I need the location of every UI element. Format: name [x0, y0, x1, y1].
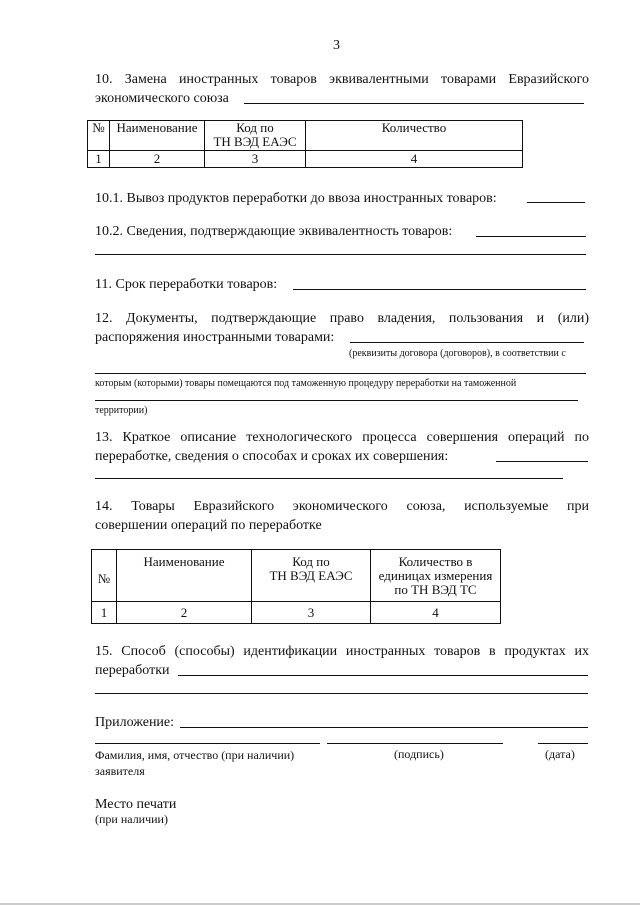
s10-th-num: № — [88, 121, 110, 151]
s14-th-code-l1: Код по — [292, 554, 330, 569]
page-number: 3 — [333, 38, 340, 53]
s14-table — [91, 549, 501, 624]
s10-th-code-l2: ТН ВЭД ЕАЭС — [213, 134, 297, 149]
s14-cell-3: 3 — [252, 602, 371, 624]
attachment-fill-line — [180, 727, 588, 728]
s13-line1: 13. Краткое описание технологического процесса совершения операций по — [95, 430, 589, 445]
s10-2-fill-line — [476, 236, 586, 237]
s14-th-num: № — [92, 550, 117, 602]
s14-cell-2: 2 — [117, 602, 252, 624]
s10-line1: 10. Замена иностранных товаров эквивалентными товарами Евразийского — [95, 72, 589, 87]
s14-line1: 14. Товары Евразийского экономического союза, используемые при — [95, 499, 589, 514]
s15-fill-line2 — [95, 693, 588, 694]
fio-caption: Фамилия, имя, отчество (при наличии) — [95, 748, 295, 762]
s15-fill-line — [178, 675, 588, 676]
s14-line2: совершении операций по переработке — [95, 518, 322, 533]
stamp-note: (при наличии) — [95, 812, 168, 826]
s12-note3: территории) — [95, 405, 148, 416]
sign-caption: (подпись) — [394, 747, 444, 761]
s10-1-fill-line — [527, 202, 585, 203]
s12-fill-line2 — [95, 373, 586, 374]
s15-line2: переработки — [95, 663, 170, 678]
s10-line2: экономического союза — [95, 91, 229, 106]
s10-th-code-l1: Код по — [236, 120, 274, 135]
s10-cell-2: 2 — [110, 151, 205, 168]
s10-2-text: 10.2. Сведения, подтверждающие эквивалентность товаров: — [95, 224, 453, 239]
s12-fill-line3 — [95, 400, 578, 401]
s13-fill-line — [496, 461, 588, 462]
s10-th-code — [205, 121, 306, 151]
s13-line2: переработке, сведения о способах и сроках их совершения: — [95, 449, 449, 464]
date-line — [538, 743, 588, 744]
s14-th-qty-l1: Количество в — [398, 554, 473, 569]
s13-fill-line2 — [95, 478, 563, 479]
s10-th-qty: Количество — [306, 121, 523, 151]
s11-text: 11. Срок переработки товаров: — [95, 277, 278, 292]
fio-caption-2: заявителя — [95, 764, 145, 778]
s10-th-name: Наименование — [110, 121, 205, 151]
s14-th-name: Наименование — [117, 550, 252, 602]
attachment-label: Приложение: — [95, 715, 175, 730]
s10-fill-line — [244, 103, 584, 104]
s12-note1: (реквизиты договора (договоров), в соответствии с — [349, 348, 566, 359]
stamp-label: Место печати — [95, 797, 177, 812]
date-caption: (дата) — [545, 747, 575, 761]
fio-line — [95, 743, 320, 744]
s12-line1: 12. Документы, подтверждающие право владения, пользования и (или) — [95, 311, 589, 326]
s12-line2: распоряжения иностранными товарами: — [95, 330, 335, 345]
s14-th-qty — [371, 550, 501, 602]
s14-cell-4: 4 — [371, 602, 501, 624]
s10-table — [87, 120, 523, 168]
s14-th-code-l2: ТН ВЭД ЕАЭС — [269, 568, 353, 583]
s15-line1: 15. Способ (способы) идентификации иностранных товаров в продуктах их — [95, 644, 589, 659]
s10-2-fill-line2 — [95, 254, 586, 255]
s10-cell-3: 3 — [205, 151, 306, 168]
s14-th-qty-l2: единицах измерения — [378, 568, 493, 583]
s14-cell-1: 1 — [92, 602, 117, 624]
sign-line — [327, 743, 503, 744]
s12-note2: которым (которыми) товары помещаются под таможенную процедуру переработки на таможенной — [95, 378, 517, 389]
s14-th-qty-l3: по ТН ВЭД ТС — [394, 582, 477, 597]
s12-fill-line — [350, 342, 584, 343]
s10-1-text: 10.1. Вывоз продуктов переработки до ввоза иностранных товаров: — [95, 191, 497, 206]
s14-th-code — [252, 550, 371, 602]
s11-fill-line — [293, 289, 586, 290]
s10-cell-1: 1 — [88, 151, 110, 168]
s10-cell-4: 4 — [306, 151, 523, 168]
